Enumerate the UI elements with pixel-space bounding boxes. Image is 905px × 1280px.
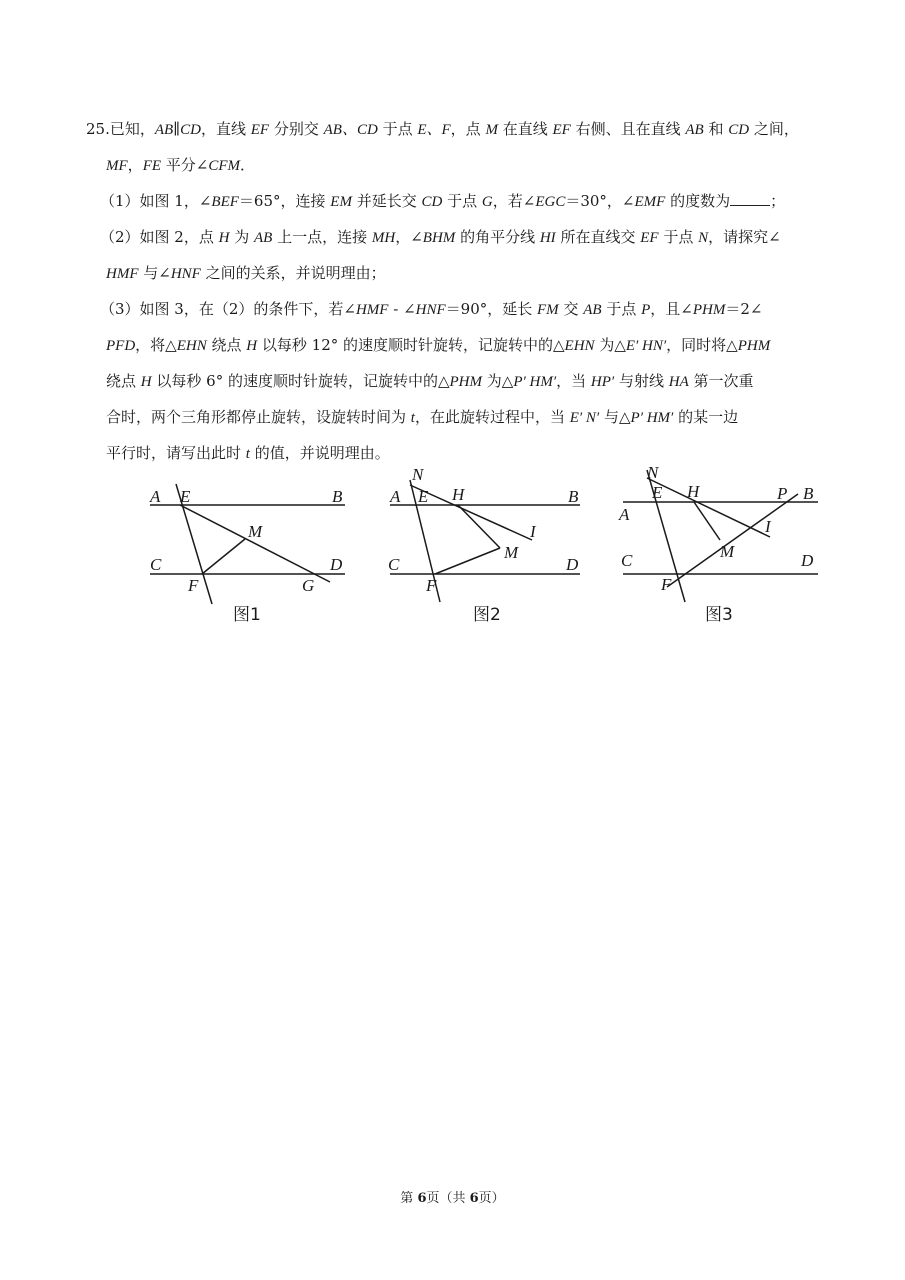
label-f: F <box>188 576 199 595</box>
math: ∠CFM <box>195 158 241 174</box>
text: 并延长交 <box>351 192 422 210</box>
text: 在直线 <box>497 120 553 138</box>
text: ，当 <box>556 372 591 390</box>
current-page-number: 6 <box>417 1191 427 1206</box>
question-3-line-1 <box>86 292 826 328</box>
label-n: N <box>412 465 424 484</box>
text: 页（共 <box>426 1191 470 1206</box>
problem-intro-line-1 <box>86 112 826 148</box>
math: FM <box>537 302 559 318</box>
text: ，且 <box>650 300 681 318</box>
text: 之间， <box>749 120 799 138</box>
math: CD <box>728 122 750 138</box>
math: G <box>481 194 493 210</box>
text: 于点 <box>601 300 642 318</box>
line-fp <box>667 494 798 587</box>
label-f: F <box>661 575 672 594</box>
text: （2）如图 2，点 <box>100 228 219 246</box>
label-a: A <box>619 505 630 524</box>
math: ∠EGC <box>522 194 566 210</box>
text: ， <box>127 156 143 174</box>
text: 上一点，连接 <box>272 228 372 246</box>
segment-fm <box>202 539 245 574</box>
question-3-line-4 <box>86 400 826 436</box>
math: E′ N′ <box>569 410 600 426</box>
text: 绕点 <box>106 372 141 390</box>
label-h: H <box>452 485 465 504</box>
label-p: P <box>777 484 788 503</box>
text: 以每秒 12° 的速度顺时针旋转，记旋转中的△ <box>257 336 565 354</box>
text: ，若 <box>492 192 523 210</box>
math: EF <box>250 122 270 138</box>
label-f: F <box>426 576 437 595</box>
text: 已知， <box>109 120 155 138</box>
text: 交 <box>558 300 584 318</box>
math: AB <box>583 302 602 318</box>
text: ， <box>395 228 411 246</box>
math: PFD <box>106 338 136 354</box>
problem-25 <box>86 112 826 472</box>
text: 右侧、且在直线 <box>570 120 686 138</box>
text: 为 <box>229 228 255 246</box>
text: 与射线 <box>614 372 669 390</box>
math: H <box>218 230 230 246</box>
text: 于点 <box>658 228 699 246</box>
math: t <box>410 410 415 426</box>
segment-fm <box>435 548 500 574</box>
math: AB∥CD <box>154 122 201 138</box>
label-b: B <box>568 487 579 506</box>
label-b: B <box>803 484 814 503</box>
text: 平行时，请写出此时 <box>106 444 246 462</box>
figure-2-diagram <box>380 462 590 632</box>
answer-blank <box>730 191 770 206</box>
page-footer <box>0 1187 905 1206</box>
math: CD <box>421 194 443 210</box>
figure-1-caption: 图1 <box>233 605 261 625</box>
math: P <box>641 302 651 318</box>
text: ； <box>770 192 786 210</box>
text: 的度数为 <box>665 192 731 210</box>
text: 合时，两个三角形都停止旋转，设旋转时间为 <box>106 408 411 426</box>
label-d: D <box>566 555 579 574</box>
math: EM <box>330 194 352 210</box>
label-a: A <box>150 487 161 506</box>
label-b: B <box>332 487 343 506</box>
text: 以每秒 6° 的速度顺时针旋转，记旋转中的△ <box>151 372 450 390</box>
label-e: E <box>180 487 191 506</box>
math: MF <box>106 158 128 174</box>
label-m: M <box>720 542 735 561</box>
math: ∠HNF <box>403 302 446 318</box>
math: HA <box>668 374 689 390</box>
math: ∠HNF <box>158 266 201 282</box>
text: 为△ <box>482 372 514 390</box>
question-1 <box>86 184 826 220</box>
text: 分别交 <box>269 120 324 138</box>
text: ，点 <box>450 120 486 138</box>
math: AB <box>254 230 273 246</box>
label-c: C <box>150 555 162 574</box>
label-i: I <box>530 522 536 541</box>
label-d: D <box>330 555 343 574</box>
math: HI <box>539 230 556 246</box>
text: 之间的关系，并说明理由； <box>200 264 386 282</box>
text: 为△ <box>594 336 626 354</box>
figure-3 <box>615 462 825 636</box>
segment-hm <box>458 505 500 548</box>
math: P′ HM′ <box>630 410 674 426</box>
text: 绕点 <box>206 336 247 354</box>
question-3-line-3 <box>86 364 826 400</box>
text: - <box>388 300 404 318</box>
text: ，将△ <box>135 336 177 354</box>
math: AB <box>685 122 704 138</box>
label-m: M <box>248 522 263 541</box>
label-n: N <box>647 463 659 482</box>
math: AB、CD <box>323 122 378 138</box>
text: ＝30°， <box>565 192 622 210</box>
math: E、F <box>417 122 451 138</box>
text: 第 <box>400 1191 418 1206</box>
problem-intro-line-2 <box>86 148 826 184</box>
math: N <box>698 230 709 246</box>
math: ∠EMF <box>621 194 666 210</box>
text: 于点 <box>377 120 418 138</box>
math: t <box>245 446 250 462</box>
figure-2-caption: 图2 <box>473 605 501 625</box>
figure-1-diagram <box>140 462 355 632</box>
math: H <box>246 338 258 354</box>
text: 和 <box>703 120 729 138</box>
label-c: C <box>388 555 400 574</box>
label-c: C <box>621 551 633 570</box>
text: 的值，并说明理由。 <box>249 444 390 462</box>
math: ∠BHM <box>410 230 456 246</box>
figure-3-diagram <box>615 462 825 632</box>
segment-hm <box>694 502 720 540</box>
math: PHM <box>737 338 771 354</box>
text: 与△ <box>599 408 631 426</box>
text: ＝90°，延长 <box>445 300 538 318</box>
label-a: A <box>390 487 401 506</box>
line-ni <box>647 478 770 537</box>
text: ，直线 <box>200 120 251 138</box>
text: ＝2∠ <box>725 300 763 318</box>
math: EHN <box>176 338 207 354</box>
label-h: H <box>687 482 700 501</box>
math: EF <box>552 122 571 138</box>
math: PHM <box>449 374 483 390</box>
total-pages-number: 6 <box>469 1191 479 1206</box>
label-i: I <box>765 517 771 536</box>
math: HMF <box>106 266 139 282</box>
text: ． <box>240 156 256 174</box>
math: MH <box>371 230 396 246</box>
figure-3-caption: 图3 <box>705 605 733 625</box>
text: （3）如图 3，在（2）的条件下，若 <box>100 300 344 318</box>
math: E′ HN′ <box>625 338 667 354</box>
problem-number: 25. <box>86 120 110 138</box>
text: 的某一边 <box>673 408 739 426</box>
text: ＝65°，连接 <box>238 192 331 210</box>
text: 所在直线交 <box>555 228 641 246</box>
math: EF <box>640 230 659 246</box>
math: ∠BEF <box>198 194 239 210</box>
label-e: E <box>418 487 429 506</box>
text: ，请探究∠ <box>708 228 781 246</box>
math: EHN <box>564 338 595 354</box>
math: H <box>140 374 152 390</box>
text: （1）如图 1， <box>100 192 199 210</box>
math: P′ HM′ <box>513 374 557 390</box>
text: 的角平分线 <box>455 228 540 246</box>
question-2-line-1 <box>86 220 826 256</box>
label-g: G <box>302 576 315 595</box>
text: ，在此旋转过程中，当 <box>414 408 570 426</box>
question-3-line-2 <box>86 328 826 364</box>
text: 与 <box>138 264 159 282</box>
text: ，同时将△ <box>666 336 738 354</box>
math: M <box>485 122 498 138</box>
text: 第一次重 <box>688 372 754 390</box>
math: FE <box>142 158 162 174</box>
math: ∠PHM <box>680 302 726 318</box>
math: HP′ <box>590 374 615 390</box>
text: 页） <box>478 1191 505 1206</box>
figure-2 <box>380 462 590 636</box>
math: ∠HMF <box>343 302 389 318</box>
label-e: E <box>652 483 663 502</box>
figure-1 <box>140 462 355 636</box>
label-d: D <box>801 551 814 570</box>
text: 于点 <box>442 192 482 210</box>
figures-row <box>140 462 830 632</box>
text: 平分 <box>161 156 196 174</box>
question-2-line-2 <box>86 256 826 292</box>
label-m: M <box>504 543 519 562</box>
